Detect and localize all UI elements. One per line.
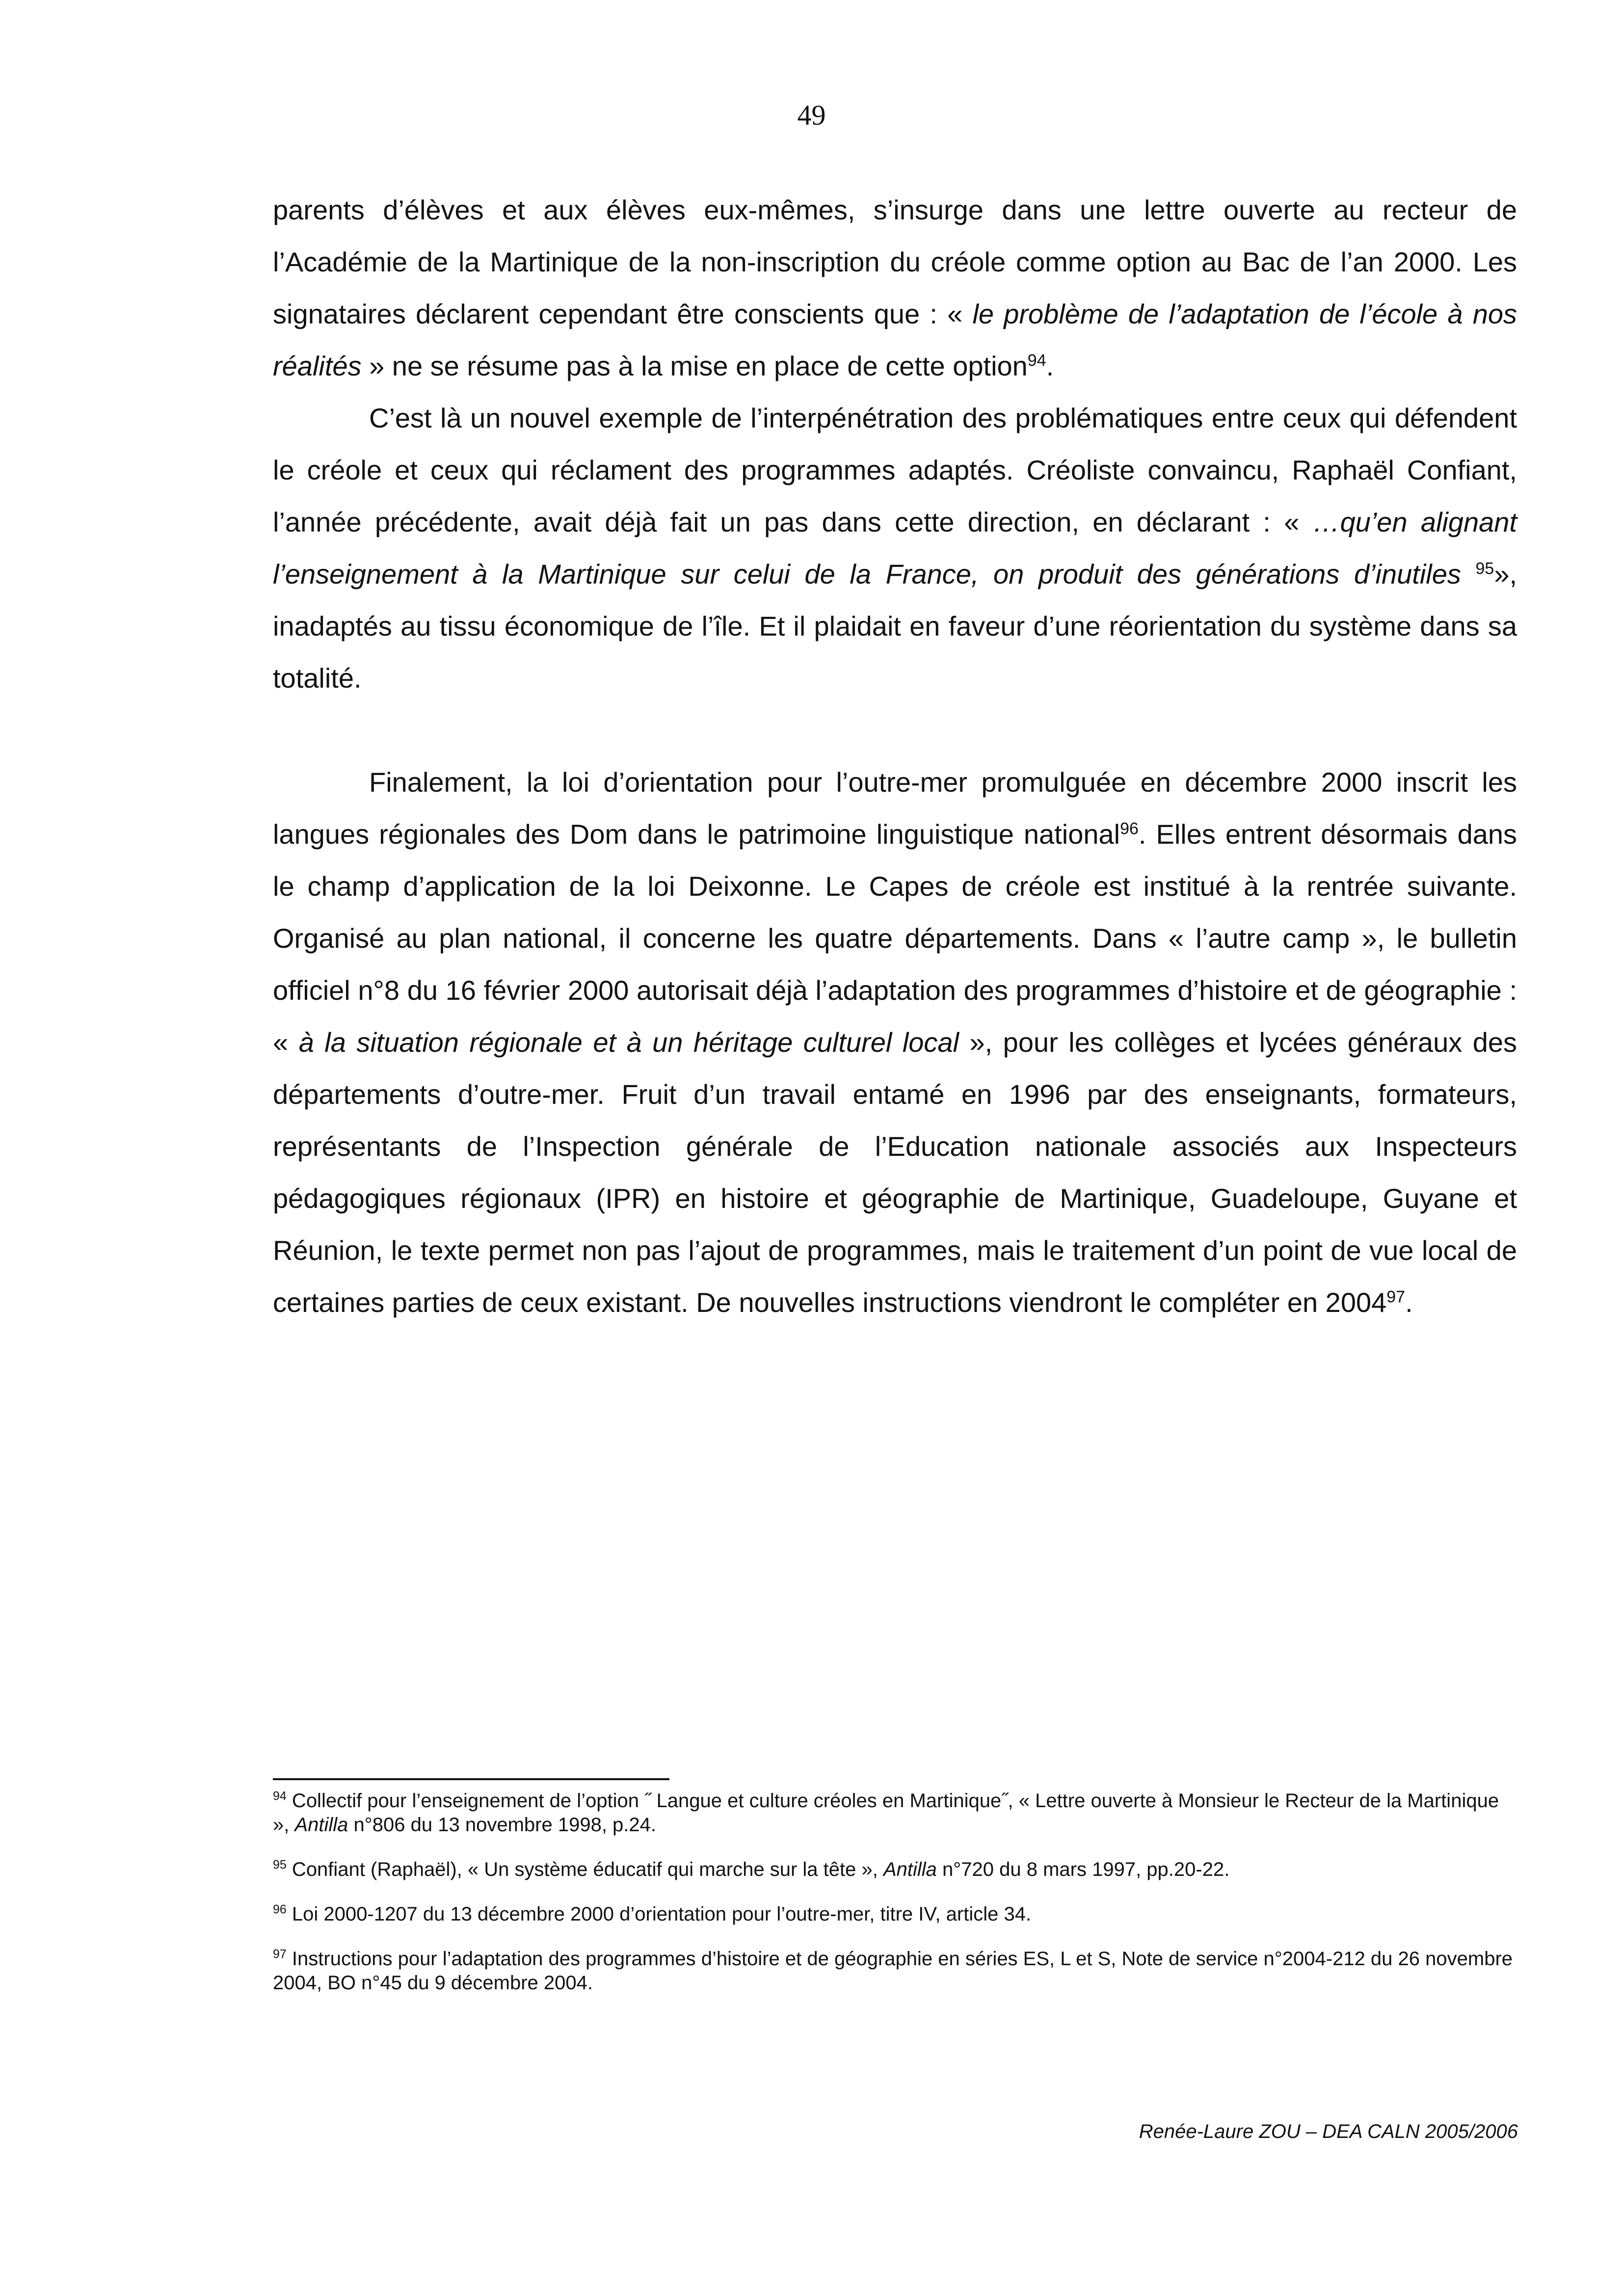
italic-text: …qu’en alignant l’enseignement à la Martinique sur celui de la France, on produit des générations d’inutiles bbox=[273, 507, 1517, 589]
footnote-ref: 96 bbox=[273, 1902, 287, 1917]
text-run: Confiant (Raphaël), « Un système éducatif qui marche sur la tête », bbox=[286, 1859, 883, 1880]
page-footer: Renée-Laure ZOU – DEA CALN 2005/2006 bbox=[1139, 2121, 1518, 2142]
text-run: . bbox=[1046, 350, 1054, 381]
italic-text: Antilla bbox=[883, 1859, 937, 1880]
text-run: . Elles entrent désormais dans le champ d’application de la loi Deixonne. Le Capes de créole est institué à la rentrée suivante. Organisé au plan national, il concerne les quatre départements. Dans « l’autre camp », le bulletin officiel n°8 du 16 février 2000 autorisait déjà l’adaptation des programmes d’histoire et de géographie : « bbox=[273, 819, 1517, 1058]
text-run: . bbox=[1405, 1287, 1413, 1318]
footnote-ref: 95 bbox=[1475, 559, 1494, 578]
footnote-ref: 97 bbox=[273, 1947, 287, 1961]
text-run: n°806 du 13 novembre 1998, p.24. bbox=[348, 1814, 657, 1836]
text-run: Finalement, la loi d’orientation pour l’outre-mer promulguée en décembre 2000 inscrit les langues régionales des Dom dans le patrimoine linguistique national bbox=[273, 767, 1517, 850]
italic-text: le problème de l’adaptation de l’école à nos réalités bbox=[273, 298, 1517, 381]
footnote bbox=[273, 1902, 1517, 1926]
text-run: n°720 du 8 mars 1997, pp.20-22. bbox=[936, 1859, 1230, 1880]
footnote bbox=[273, 1858, 1517, 1882]
text-run: Collectif pour l’enseignement de l’option ˝ Langue et culture créoles en Martinique˝, « Lettre ouverte à Monsieur le Recteur de la Martinique », bbox=[273, 1790, 1499, 1836]
footnotes bbox=[273, 1789, 1517, 2016]
text-run bbox=[1461, 559, 1476, 589]
body-text bbox=[273, 184, 1517, 1329]
footnote-separator bbox=[273, 1778, 669, 1780]
text-run: », pour les collèges et lycées généraux des départements d’outre-mer. Fruit d’un travail entamé en 1996 par des enseignants, formateurs, représentants de l’Inspection générale de l’Education nationale associés aux Inspecteurs pédagogiques régionaux (IPR) en histoire et géographie de Martinique, Guadeloupe, Guyane et Réunion, le texte permet non pas l’ajout de programmes, mais le traitement d’un point de vue local de certaines parties de ceux existant. De nouvelles instructions viendront le compléter en 2004 bbox=[273, 1027, 1517, 1318]
paragraph bbox=[273, 756, 1517, 1329]
footnote-ref: 97 bbox=[1386, 1287, 1406, 1307]
footnote bbox=[273, 1789, 1517, 1837]
italic-text: à la situation régionale et à un héritage culturel local bbox=[298, 1027, 959, 1058]
text-run: parents d’élèves et aux élèves eux-mêmes, s’insurge dans une lettre ouverte au recteur de l’Académie de la Martinique de la non-inscription du créole comme option au Bac de l’an 2000. Les signataires déclarent cependant être conscients que : « bbox=[273, 194, 1517, 329]
text-run: » ne se résume pas à la mise en place de cette option bbox=[361, 350, 1028, 381]
text-run: Instructions pour l’adaptation des programmes d’histoire et de géographie en séries ES, L et S, Note de service n°2004-212 du 26 novembre 2004, BO n°45 du 9 décembre 2004. bbox=[273, 1948, 1513, 1994]
footnote bbox=[273, 1947, 1517, 1995]
paragraph bbox=[273, 184, 1517, 392]
text-run: C’est là un nouvel exemple de l’interpénétration des problématiques entre ceux qui défendent le créole et ceux qui réclament des programmes adaptés. Créoliste convaincu, Raphaël Confiant, l’année précédente, avait déjà fait un pas dans cette direction, en déclarant : « bbox=[273, 402, 1517, 537]
footnote-ref: 96 bbox=[1120, 819, 1139, 838]
footnote-ref: 94 bbox=[1027, 351, 1046, 370]
text-run: », inadaptés au tissu économique de l’île. Et il plaidait en faveur d’une réorientation du système dans sa totalité. bbox=[273, 559, 1517, 694]
footnote-ref: 94 bbox=[273, 1789, 287, 1803]
text-run: Loi 2000-1207 du 13 décembre 2000 d’orientation pour l’outre-mer, titre IV, article 34. bbox=[286, 1903, 1032, 1925]
footnote-ref: 95 bbox=[273, 1858, 287, 1872]
page-number: 49 bbox=[797, 99, 826, 131]
paragraph bbox=[273, 392, 1517, 704]
italic-text: Antilla bbox=[294, 1814, 348, 1836]
